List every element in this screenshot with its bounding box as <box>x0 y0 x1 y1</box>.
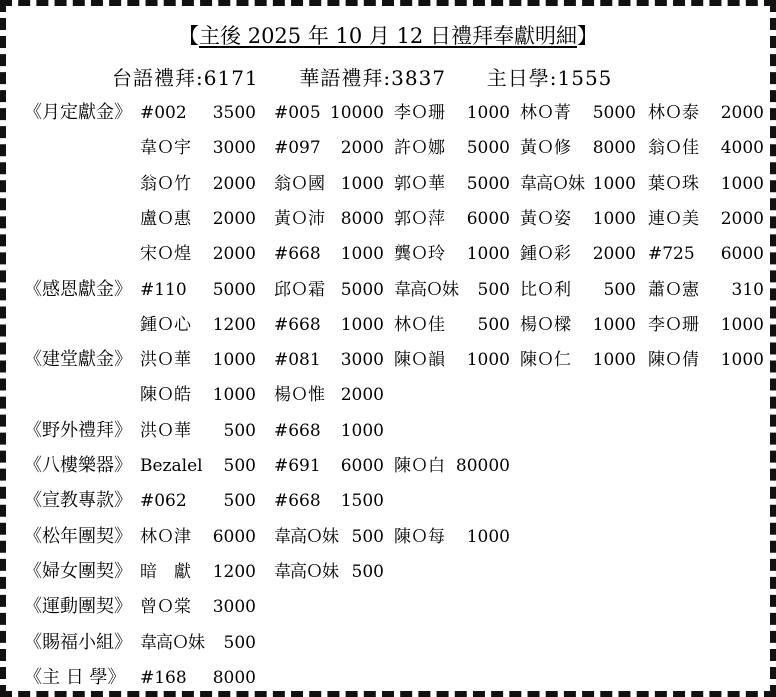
donor-name: #005 <box>274 103 321 123</box>
offering-row <box>6 133 776 163</box>
donor-name: 蕭Ｏ憲 <box>648 280 699 300</box>
donation-amount: 500 <box>477 315 510 335</box>
offering-category: 《建堂獻金》 <box>24 349 132 370</box>
offering-category: 《感恩獻金》 <box>24 279 132 300</box>
donation-amount: 1000 <box>592 174 636 194</box>
donor-name: Bezalel <box>140 456 203 476</box>
offering-row <box>6 451 776 481</box>
donor-name: 韋Ｏ宇 <box>140 138 191 158</box>
donor-name: 楊Ｏ惟 <box>274 385 325 405</box>
donation-amount: 500 <box>223 491 256 511</box>
donation-amount: 1000 <box>340 244 384 264</box>
offering-row <box>6 98 776 128</box>
donation-amount: 6000 <box>466 209 510 229</box>
donation-amount: 2000 <box>340 385 384 405</box>
donor-name: 韋高Ｏ妹 <box>394 280 458 300</box>
donation-amount: 2000 <box>720 209 764 229</box>
donation-amount: 5000 <box>592 103 636 123</box>
donation-amount: 6000 <box>720 244 764 264</box>
donor-name: 黃Ｏ姿 <box>520 209 571 229</box>
donor-name: 林Ｏ津 <box>140 527 191 547</box>
offering-category: 《野外禮拜》 <box>24 420 132 441</box>
donation-amount: 310 <box>731 280 764 300</box>
donor-name: 龔Ｏ玲 <box>394 244 445 264</box>
offering-row <box>6 239 776 269</box>
sunday-school-count: 1555 <box>557 66 613 90</box>
offering-category: 《宣教專款》 <box>24 490 132 511</box>
donation-amount: 6000 <box>212 527 256 547</box>
donation-amount: 1000 <box>466 350 510 370</box>
donor-name: 暗 獻 <box>140 562 191 582</box>
donor-name: 韋高Ｏ妹 <box>140 633 204 653</box>
offering-row <box>6 310 776 340</box>
donation-amount: 1500 <box>340 491 384 511</box>
donor-name: 韋高Ｏ妹 <box>520 174 584 194</box>
donor-name: 陳Ｏ韻 <box>394 350 445 370</box>
donor-name: 翁Ｏ竹 <box>140 174 191 194</box>
offering-row <box>6 663 776 693</box>
offering-category: 《賜福小組》 <box>24 632 132 653</box>
donation-amount: 500 <box>603 280 636 300</box>
donor-name: 陳Ｏ仁 <box>520 350 571 370</box>
donor-name: #668 <box>274 421 321 441</box>
donation-amount: 500 <box>223 633 256 653</box>
donation-amount: 80000 <box>455 456 510 476</box>
donor-name: 邱Ｏ霜 <box>274 280 325 300</box>
donation-amount: 1000 <box>340 421 384 441</box>
title-open-bracket: 【 <box>178 24 200 48</box>
taiwanese-service-count: 6171 <box>203 66 259 90</box>
mandarin-service-label: 華語禮拜: <box>299 66 392 90</box>
donor-name: #668 <box>274 315 321 335</box>
donation-amount: 1000 <box>592 209 636 229</box>
donor-name: 林Ｏ菁 <box>520 103 571 123</box>
donor-name: 李Ｏ珊 <box>648 315 699 335</box>
donor-name: 黃Ｏ修 <box>520 138 571 158</box>
donation-amount: 1200 <box>212 315 256 335</box>
donation-amount: 500 <box>223 456 256 476</box>
donor-name: 盧Ｏ惠 <box>140 209 191 229</box>
donor-name: #097 <box>274 138 321 158</box>
sunday-school-label: 主日學: <box>486 66 558 90</box>
donor-name: 李Ｏ珊 <box>394 103 445 123</box>
offering-row <box>6 275 776 305</box>
donation-amount: 2000 <box>720 103 764 123</box>
donor-name: #691 <box>274 456 321 476</box>
donation-amount: 3000 <box>340 350 384 370</box>
donation-amount: 5000 <box>466 174 510 194</box>
donation-amount: 6000 <box>340 456 384 476</box>
donation-amount: 500 <box>351 527 384 547</box>
offering-category: 《月定獻金》 <box>24 102 132 123</box>
donation-amount: 2000 <box>212 209 256 229</box>
offering-row <box>6 557 776 587</box>
donation-amount: 8000 <box>212 668 256 688</box>
donation-amount: 5000 <box>340 280 384 300</box>
donation-amount: 2000 <box>212 244 256 264</box>
donor-name: 林Ｏ泰 <box>648 103 699 123</box>
donor-name: #168 <box>140 668 187 688</box>
donor-name: 曾Ｏ棠 <box>140 597 191 617</box>
title-close-bracket: 】 <box>576 24 598 48</box>
donation-amount: 2000 <box>592 244 636 264</box>
donor-name: 洪Ｏ華 <box>140 350 191 370</box>
donor-name: 葉Ｏ珠 <box>648 174 699 194</box>
donation-amount: 1000 <box>720 350 764 370</box>
donor-name: 洪Ｏ華 <box>140 421 191 441</box>
donor-name: 陳Ｏ皓 <box>140 385 191 405</box>
taiwanese-service-label: 台語禮拜: <box>112 66 204 90</box>
donor-name: 比Ｏ利 <box>520 280 571 300</box>
donation-amount: 1000 <box>592 350 636 370</box>
offering-row <box>6 380 776 410</box>
donation-amount: 500 <box>351 562 384 582</box>
donor-name: 韋高Ｏ妹 <box>274 527 338 547</box>
offering-table <box>6 6 770 691</box>
offering-row <box>6 592 776 622</box>
donor-name: 翁Ｏ國 <box>274 174 325 194</box>
donation-amount: 1000 <box>340 315 384 335</box>
donor-name: 許Ｏ娜 <box>394 138 445 158</box>
donation-amount: 1000 <box>466 244 510 264</box>
offering-row <box>6 416 776 446</box>
donation-amount: 5000 <box>212 280 256 300</box>
donation-amount: 1000 <box>212 385 256 405</box>
offering-row <box>6 628 776 658</box>
donor-name: 林Ｏ佳 <box>394 315 445 335</box>
donor-name: #081 <box>274 350 321 370</box>
donor-name: 宋Ｏ煌 <box>140 244 191 264</box>
donation-amount: 2000 <box>340 138 384 158</box>
offering-category: 《運動團契》 <box>24 596 132 617</box>
mandarin-service-count: 3837 <box>391 66 447 90</box>
donor-name: 郭Ｏ華 <box>394 174 445 194</box>
donor-name: 鍾Ｏ彩 <box>520 244 571 264</box>
donor-name: 楊Ｏ樑 <box>520 315 571 335</box>
donation-amount: 1000 <box>340 174 384 194</box>
donor-name: 陳Ｏ白 <box>394 456 445 476</box>
donation-amount: 3000 <box>212 138 256 158</box>
donor-name: 郭Ｏ萍 <box>394 209 445 229</box>
offering-row <box>6 169 776 199</box>
offering-category: 《婦女團契》 <box>24 561 132 582</box>
donor-name: 陳Ｏ倩 <box>648 350 699 370</box>
donor-name: #110 <box>140 280 187 300</box>
donor-name: #725 <box>648 244 695 264</box>
donation-amount: 3000 <box>212 597 256 617</box>
donation-amount: 5000 <box>466 138 510 158</box>
donor-name: #002 <box>140 103 187 123</box>
offering-row <box>6 486 776 516</box>
donation-amount: 1000 <box>592 315 636 335</box>
donation-amount: 3500 <box>212 103 256 123</box>
donor-name: 黃Ｏ沛 <box>274 209 325 229</box>
donation-amount: 1000 <box>720 174 764 194</box>
donor-name: #668 <box>274 491 321 511</box>
offering-row <box>6 345 776 375</box>
offering-row <box>6 204 776 234</box>
donation-amount: 1200 <box>212 562 256 582</box>
offering-row <box>6 522 776 552</box>
donor-name: 韋高Ｏ妹 <box>274 562 338 582</box>
donation-amount: 1000 <box>466 103 510 123</box>
title-text: 主後 2025 年 10 月 12 日禮拜奉獻明細 <box>199 24 577 48</box>
donation-amount: 8000 <box>592 138 636 158</box>
donation-amount: 500 <box>477 280 510 300</box>
donor-name: 陳Ｏ每 <box>394 527 445 547</box>
offering-category: 《松年團契》 <box>24 526 132 547</box>
donation-amount: 4000 <box>720 138 764 158</box>
donation-amount: 10000 <box>329 103 384 123</box>
donation-amount: 1000 <box>720 315 764 335</box>
donor-name: 連Ｏ美 <box>648 209 699 229</box>
donation-amount: 1000 <box>466 527 510 547</box>
donation-amount: 8000 <box>340 209 384 229</box>
donation-amount: 1000 <box>212 350 256 370</box>
donation-amount: 500 <box>223 421 256 441</box>
donation-amount: 2000 <box>212 174 256 194</box>
donor-name: #062 <box>140 491 187 511</box>
donor-name: 鍾Ｏ心 <box>140 315 191 335</box>
donor-name: #668 <box>274 244 321 264</box>
donor-name: 翁Ｏ佳 <box>648 138 699 158</box>
offering-category: 《八樓樂器》 <box>24 455 132 476</box>
offering-category: 《主 日 學》 <box>24 667 126 688</box>
